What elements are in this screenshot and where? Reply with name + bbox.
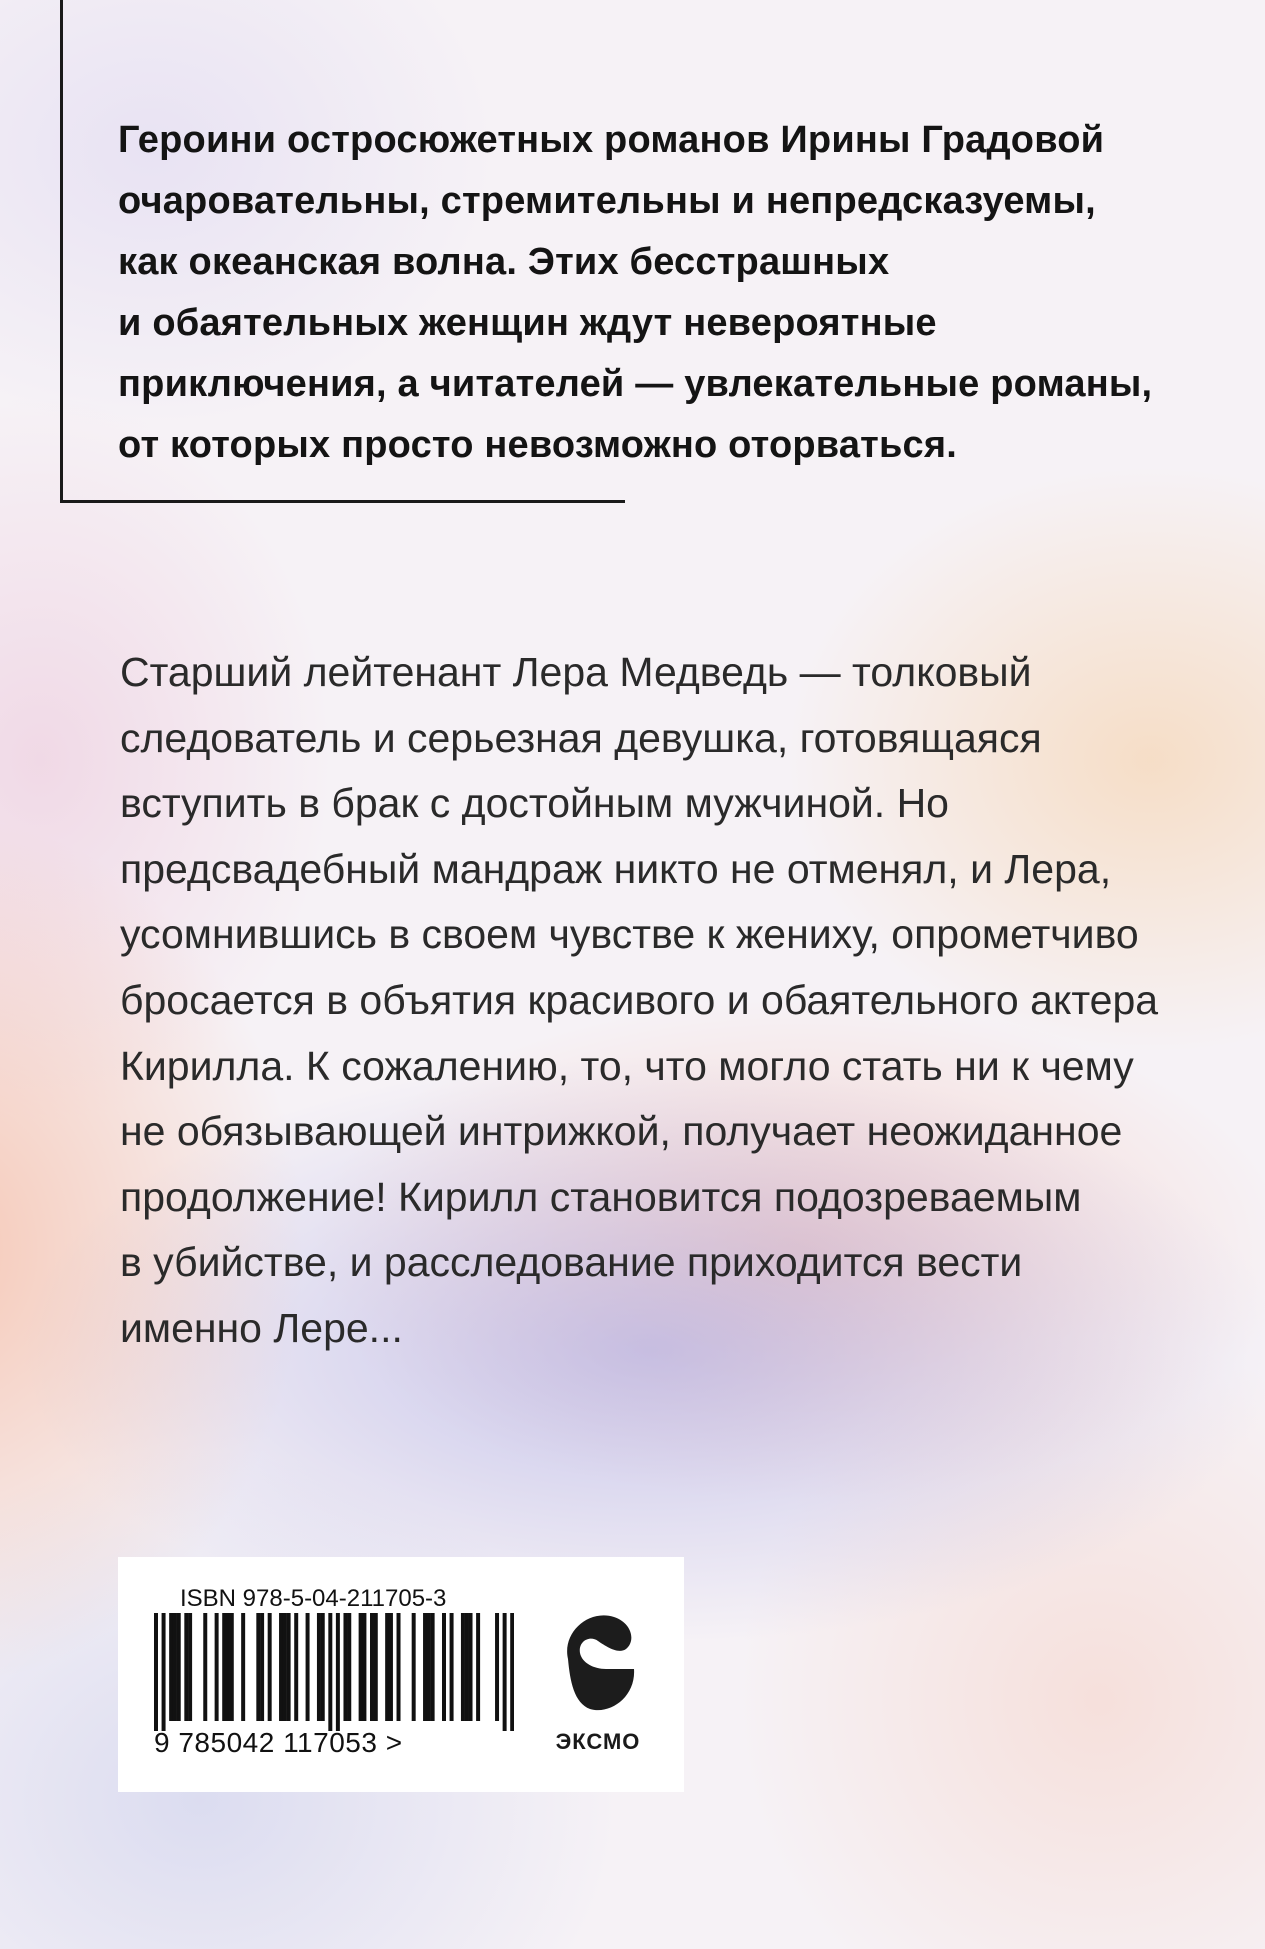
barcode-bar: [230, 1613, 234, 1721]
barcode-bar: [169, 1613, 173, 1721]
synopsis-line: продолжение! Кирилл становится подозреваемым: [120, 1173, 1082, 1220]
barcode-bar: [412, 1613, 416, 1721]
barcode-bar: [328, 1613, 332, 1731]
barcode-bar: [389, 1613, 393, 1721]
barcode-bar: [427, 1613, 431, 1721]
synopsis-line: Старший лейтенант Лера Медведь — толковый: [120, 649, 1032, 695]
barcode-bar: [343, 1613, 347, 1721]
barcode-bar: [362, 1613, 366, 1721]
barcode-bar: [241, 1613, 245, 1721]
barcode-bar: [283, 1613, 287, 1721]
barcode-bar: [173, 1613, 177, 1721]
barcode-bar: [162, 1613, 166, 1731]
synopsis-line: в убийстве, и расследование приходится вести: [120, 1239, 1023, 1286]
barcode-bar: [461, 1613, 465, 1721]
isbn-label: ISBN 978-5-04-211705-3: [180, 1585, 447, 1612]
synopsis-line: именно Лере...: [120, 1304, 403, 1351]
bracket-line-horizontal: [60, 500, 625, 503]
synopsis-line: Кирилла. К сожалению, то, что могло стать ни к чему: [120, 1042, 1134, 1089]
barcode-bar: [359, 1613, 363, 1721]
synopsis-line: предсвадебный мандраж никто не отменял, и Лера,: [120, 845, 1112, 892]
tagline-line: как океанская волна. Этих бесстрашных: [118, 241, 890, 283]
barcode-number: 9 785042 117053 >: [154, 1727, 403, 1758]
barcode-panel: [118, 1557, 684, 1792]
barcode-bar: [306, 1613, 310, 1721]
barcode-bar: [465, 1613, 469, 1721]
barcode-bar: [226, 1613, 230, 1721]
barcode-bar: [294, 1613, 298, 1721]
tagline-line: от которых просто невозможно оторваться.: [118, 424, 957, 466]
barcode-bar: [336, 1613, 340, 1731]
barcode-bar: [260, 1613, 264, 1721]
book-synopsis: [120, 640, 1240, 1362]
synopsis-line: вступить в брак с достойным мужчиной. Но: [120, 780, 949, 827]
barcode-bar: [423, 1613, 427, 1721]
barcode-bar: [476, 1613, 480, 1721]
barcode-bar: [347, 1613, 351, 1721]
barcode-bar: [370, 1613, 374, 1721]
barcode-bar: [397, 1613, 401, 1721]
barcode-bar: [450, 1613, 454, 1721]
barcode-bar: [317, 1613, 321, 1721]
barcode-bar: [222, 1613, 226, 1721]
tagline-line: Героини остросюжетных романов Ирины Градовой: [118, 119, 1105, 161]
barcode-bar: [256, 1613, 260, 1721]
barcode-bar: [495, 1613, 499, 1721]
series-tagline: [118, 110, 1218, 476]
barcode-bar: [503, 1613, 507, 1731]
synopsis-line: усомнившись в своем чувстве к жениху, опрометчиво: [120, 911, 1139, 958]
barcode-bar: [203, 1613, 207, 1721]
barcode-bar: [188, 1613, 192, 1721]
tagline-line: приключения, а читателей — увлекательные романы,: [118, 363, 1153, 405]
publisher-logo-text: ЭКСМО: [555, 1729, 641, 1754]
synopsis-line: не обязывающей интрижкой, получает неожиданное: [120, 1108, 1123, 1155]
barcode-bar: [268, 1613, 272, 1721]
barcode-bar: [177, 1613, 181, 1721]
tagline-line: и обаятельных женщин ждут невероятные: [118, 302, 937, 344]
barcode-bar: [442, 1613, 446, 1721]
barcode-bar: [510, 1613, 514, 1731]
bracket-line-vertical: [60, 0, 63, 503]
synopsis-line: следователь и серьезная девушка, готовящаяся: [120, 714, 1042, 761]
barcode-bar: [385, 1613, 389, 1721]
eksmo-logo: [548, 1597, 648, 1767]
tagline-line: очаровательны, стремительны и непредсказуемы,: [118, 180, 1096, 222]
barcode-bar: [287, 1613, 291, 1721]
barcode-graphic: [154, 1613, 514, 1731]
barcode-bar: [469, 1613, 473, 1721]
barcode-bar: [154, 1613, 158, 1731]
barcode-bar: [321, 1613, 325, 1721]
barcode-bar: [431, 1613, 435, 1721]
synopsis-line: бросается в объятия красивого и обаятельного актера: [120, 976, 1159, 1023]
eksmo-logo-icon: [548, 1597, 648, 1727]
barcode-bar: [279, 1613, 283, 1721]
barcode-bar: [215, 1613, 219, 1721]
barcode-bar: [374, 1613, 378, 1721]
barcode-bar: [184, 1613, 188, 1721]
